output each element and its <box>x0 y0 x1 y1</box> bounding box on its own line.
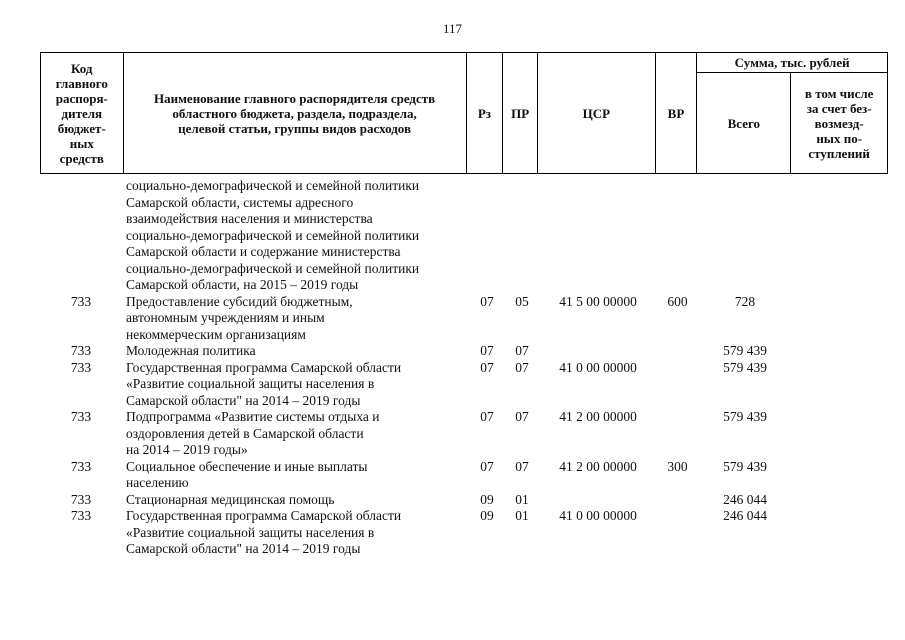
table-row <box>40 492 888 509</box>
header-line: областного бюджета, раздела, подраздела, <box>172 105 417 121</box>
header-total: Всего <box>697 73 791 174</box>
name-line: Государственная программа Самарской области <box>126 359 402 375</box>
name-line: социально-демографической и семейной политики <box>126 178 420 193</box>
name-line: Стационарная медицинская помощь <box>126 491 335 507</box>
cell-csr: 41 2 00 00000 <box>559 409 637 424</box>
table-row <box>40 343 888 360</box>
name-line: автономным учреждениям и иным <box>126 310 325 325</box>
name-line: Государственная программа Самарской области <box>126 508 402 523</box>
cell-csr: 41 0 00 00000 <box>559 359 637 375</box>
header-sum-title: Сумма, тыс. рублей <box>697 53 888 73</box>
header-line: бюджет- <box>57 120 106 136</box>
header-kod <box>41 53 124 174</box>
cell-pr: 07 <box>515 458 529 474</box>
cell-pr: 05 <box>515 293 529 309</box>
cell-kod: 733 <box>70 491 92 507</box>
table-body <box>40 178 888 558</box>
name-line: «Развитие социальной защиты населения в <box>126 376 375 391</box>
cell-kod: 733 <box>70 359 92 375</box>
header-rz: Рз <box>466 53 503 174</box>
name-line: взаимодействия населения и министерства <box>126 211 373 226</box>
table-row <box>40 178 888 294</box>
cell-rz: 09 <box>480 491 494 507</box>
name-line: Предоставление субсидий бюджетным, <box>126 293 353 309</box>
cell-pr: 01 <box>515 508 529 523</box>
cell-csr: 41 0 00 00000 <box>559 508 637 523</box>
cell-rz: 07 <box>480 458 494 474</box>
name-line: Социальное обеспечение и иные выплаты <box>126 458 368 474</box>
header-line: возмезд- <box>814 115 864 131</box>
cell-total: 579 439 <box>723 458 767 474</box>
table-row <box>40 508 888 558</box>
header-name <box>123 53 466 174</box>
name-line: оздоровления детей в Самарской области <box>126 425 364 441</box>
cell-kod: 733 <box>70 409 92 424</box>
cell-kod: 733 <box>70 293 92 309</box>
header-line: за счет без- <box>806 100 872 116</box>
cell-rz: 07 <box>480 293 494 309</box>
cell-total: 579 439 <box>723 359 767 375</box>
cell-vr: 300 <box>667 458 688 474</box>
cell-total: 246 044 <box>723 491 767 507</box>
page-number: 117 <box>442 21 463 36</box>
header-csr: ЦСР <box>538 53 656 174</box>
cell-pr: 07 <box>515 359 529 375</box>
name-line: «Развитие социальной защиты населения в <box>126 524 375 540</box>
table-row <box>40 409 888 459</box>
name-line: Самарской области" на 2014 – 2019 годы <box>126 541 361 556</box>
table-row <box>40 360 888 410</box>
table-row <box>40 294 888 344</box>
cell-rz: 07 <box>480 359 494 375</box>
cell-total: 579 439 <box>723 343 767 358</box>
cell-csr: 41 2 00 00000 <box>559 458 637 474</box>
name-line: Самарской области" на 2014 – 2019 годы <box>126 392 361 408</box>
name-line: некоммерческим организациям <box>126 326 306 342</box>
cell-name <box>122 508 469 558</box>
name-line: Самарской области и содержание министерства <box>126 244 401 259</box>
cell-csr: 41 5 00 00000 <box>559 293 637 309</box>
header-line: целевой статьи, группы видов расходов <box>178 120 411 136</box>
cell-rz: 07 <box>480 409 494 424</box>
cell-name <box>122 409 469 459</box>
table-row <box>40 459 888 492</box>
name-line: Самарской области, на 2015 – 2019 годы <box>126 277 359 292</box>
cell-pr: 01 <box>515 491 529 507</box>
name-line: на 2014 – 2019 годы» <box>126 442 248 457</box>
cell-rz: 09 <box>480 508 494 523</box>
cell-pr: 07 <box>515 409 529 424</box>
name-line: населению <box>126 475 189 490</box>
name-line: социально-демографической и семейной политики <box>126 227 420 243</box>
cell-kod: 733 <box>70 508 92 523</box>
cell-total: 246 044 <box>723 508 767 523</box>
header-line: средств <box>59 150 104 166</box>
cell-name <box>122 459 469 492</box>
cell-kod: 733 <box>70 458 92 474</box>
cell-name <box>122 492 469 509</box>
cell-vr: 600 <box>667 293 688 309</box>
name-line: Молодежная политика <box>126 343 256 358</box>
header-vr: ВР <box>655 53 697 174</box>
cell-kod: 733 <box>70 343 92 358</box>
header-line: Наименование главного распорядителя средств <box>153 90 436 106</box>
name-line: Самарской области, системы адресного <box>126 194 354 210</box>
cell-name <box>122 294 469 344</box>
header-line: Код <box>71 60 93 76</box>
cell-rz: 07 <box>480 343 494 358</box>
header-line: дителя <box>61 105 103 121</box>
cell-total: 579 439 <box>723 409 767 424</box>
header-line: ступлений <box>808 145 870 161</box>
cell-name <box>122 343 469 360</box>
header-line: ных по- <box>816 130 863 146</box>
header-line: ных <box>69 135 94 151</box>
cell-name <box>122 360 469 410</box>
header-line: главного <box>55 75 108 91</box>
cell-name <box>122 178 469 294</box>
name-line: Подпрограмма «Развитие системы отдыха и <box>126 409 380 424</box>
table-header <box>40 52 888 174</box>
name-line: социально-демографической и семейной политики <box>126 260 420 276</box>
cell-total: 728 <box>734 293 756 309</box>
header-free <box>791 73 888 174</box>
header-line: распоря- <box>55 90 108 106</box>
header-line: в том числе <box>804 85 874 101</box>
header-pr: ПР <box>503 53 538 174</box>
cell-pr: 07 <box>515 343 529 358</box>
